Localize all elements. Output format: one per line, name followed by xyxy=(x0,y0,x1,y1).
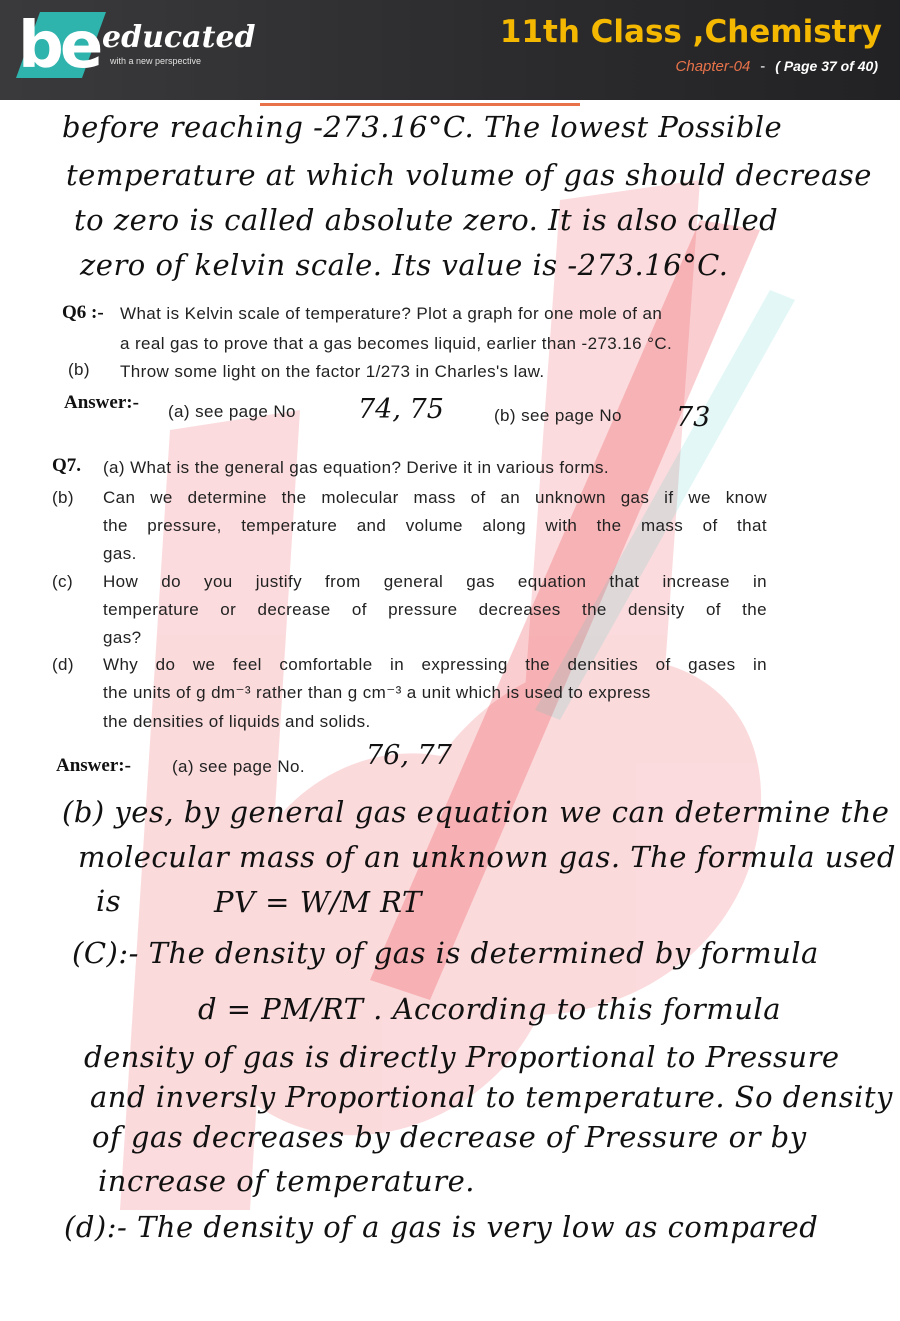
answer7-label: Answer:- xyxy=(56,755,131,776)
q6-line-2: a real gas to prove that a gas becomes liquid, earlier than -273.16 °C. xyxy=(120,334,673,353)
answer6-b-text: (b) see page No xyxy=(494,406,622,425)
answer6-a-pages: 74, 75 xyxy=(358,394,444,425)
q7-d-line-1: Why do we feel comfortable in expressing the densities of gases in xyxy=(103,655,767,674)
chapter-info xyxy=(676,58,878,75)
logo-wordmark: educated xyxy=(102,20,256,55)
q7-c-line-1: How do you justify from general gas equation that increase in xyxy=(103,572,767,591)
answer7-c-line-6: increase of temperature. xyxy=(98,1164,475,1198)
answer6-a-text: (a) see page No xyxy=(168,402,296,421)
answer7-d-line: (d):- The density of a gas is very low as compared xyxy=(64,1210,819,1244)
q7-c-line-3: gas? xyxy=(103,628,142,647)
answer7-c-line-1: (C):- The density of gas is determined by formula xyxy=(72,936,819,970)
q7-d-line-3: the densities of liquids and solids. xyxy=(103,712,371,731)
q7-d-line-2: the units of g dm⁻³ rather than g cm⁻³ a unit which is used to express xyxy=(103,683,651,702)
q7-c-line-2: temperature or decrease of pressure decreases the density of the xyxy=(103,600,767,619)
logo-tagline: with a new perspective xyxy=(110,56,202,66)
answer7-b-line-3: is xyxy=(96,884,122,918)
intro-line-3: to zero is called absolute zero. It is also called xyxy=(74,203,779,237)
q7-b-label: (b) xyxy=(52,488,74,507)
q7-b-line-3: gas. xyxy=(103,544,137,563)
q7-a-text: (a) What is the general gas equation? Derive it in various forms. xyxy=(103,458,610,477)
q7-b-line-1: Can we determine the molecular mass of an unknown gas if we know xyxy=(103,488,767,507)
page-header xyxy=(0,0,900,100)
answer6-b-page: 73 xyxy=(676,402,711,433)
answer7-a-text: (a) see page No. xyxy=(172,757,306,776)
answer7-b-formula: PV = W/M RT xyxy=(214,885,422,919)
intro-line-4: zero of kelvin scale. Its value is -273.16°C. xyxy=(80,248,729,282)
answer7-a-pages: 76, 77 xyxy=(366,740,452,771)
q6-line-1: What is Kelvin scale of temperature? Plot a graph for one mole of an xyxy=(120,304,663,323)
top-divider xyxy=(260,103,580,106)
q7-d-label: (d) xyxy=(52,655,74,674)
logo-be-text: be xyxy=(18,9,100,83)
q6-b-text: Throw some light on the factor 1/273 in Charles's law. xyxy=(120,362,545,381)
intro-line-1: before reaching -273.16°C. The lowest Possible xyxy=(62,110,783,144)
intro-line-2: temperature at which volume of gas should decrease xyxy=(66,158,872,192)
q7-b-line-2: the pressure, temperature and volume along with the mass of that xyxy=(103,516,767,535)
q6-label: Q6 :- xyxy=(62,302,104,323)
answer7-c-line-3: density of gas is directly Proportional to Pressure xyxy=(84,1040,840,1074)
answer7-b-line-1: (b) yes, by general gas equation we can determine the xyxy=(62,795,890,829)
answer7-c-line-4: and inversly Proportional to temperature. So density xyxy=(90,1080,893,1114)
answer7-c-line-5: of gas decreases by decrease of Pressure or by xyxy=(92,1120,807,1154)
class-title: 11th Class ,Chemistry xyxy=(499,14,882,50)
answer7-b-line-2: molecular mass of an unknown gas. The formula used xyxy=(78,840,896,874)
page-counter: ( Page 37 of 40) xyxy=(775,58,878,74)
answer7-c-line-2: d = PM/RT . According to this formula xyxy=(198,992,781,1026)
q7-label: Q7. xyxy=(52,455,82,476)
q6-b-label: (b) xyxy=(68,360,90,379)
answer6-label: Answer:- xyxy=(64,392,139,413)
chapter-separator: - xyxy=(760,58,766,75)
chapter-label: Chapter-04 xyxy=(675,58,751,75)
q7-c-label: (c) xyxy=(52,572,74,591)
beeducated-logo[interactable] xyxy=(10,8,256,92)
